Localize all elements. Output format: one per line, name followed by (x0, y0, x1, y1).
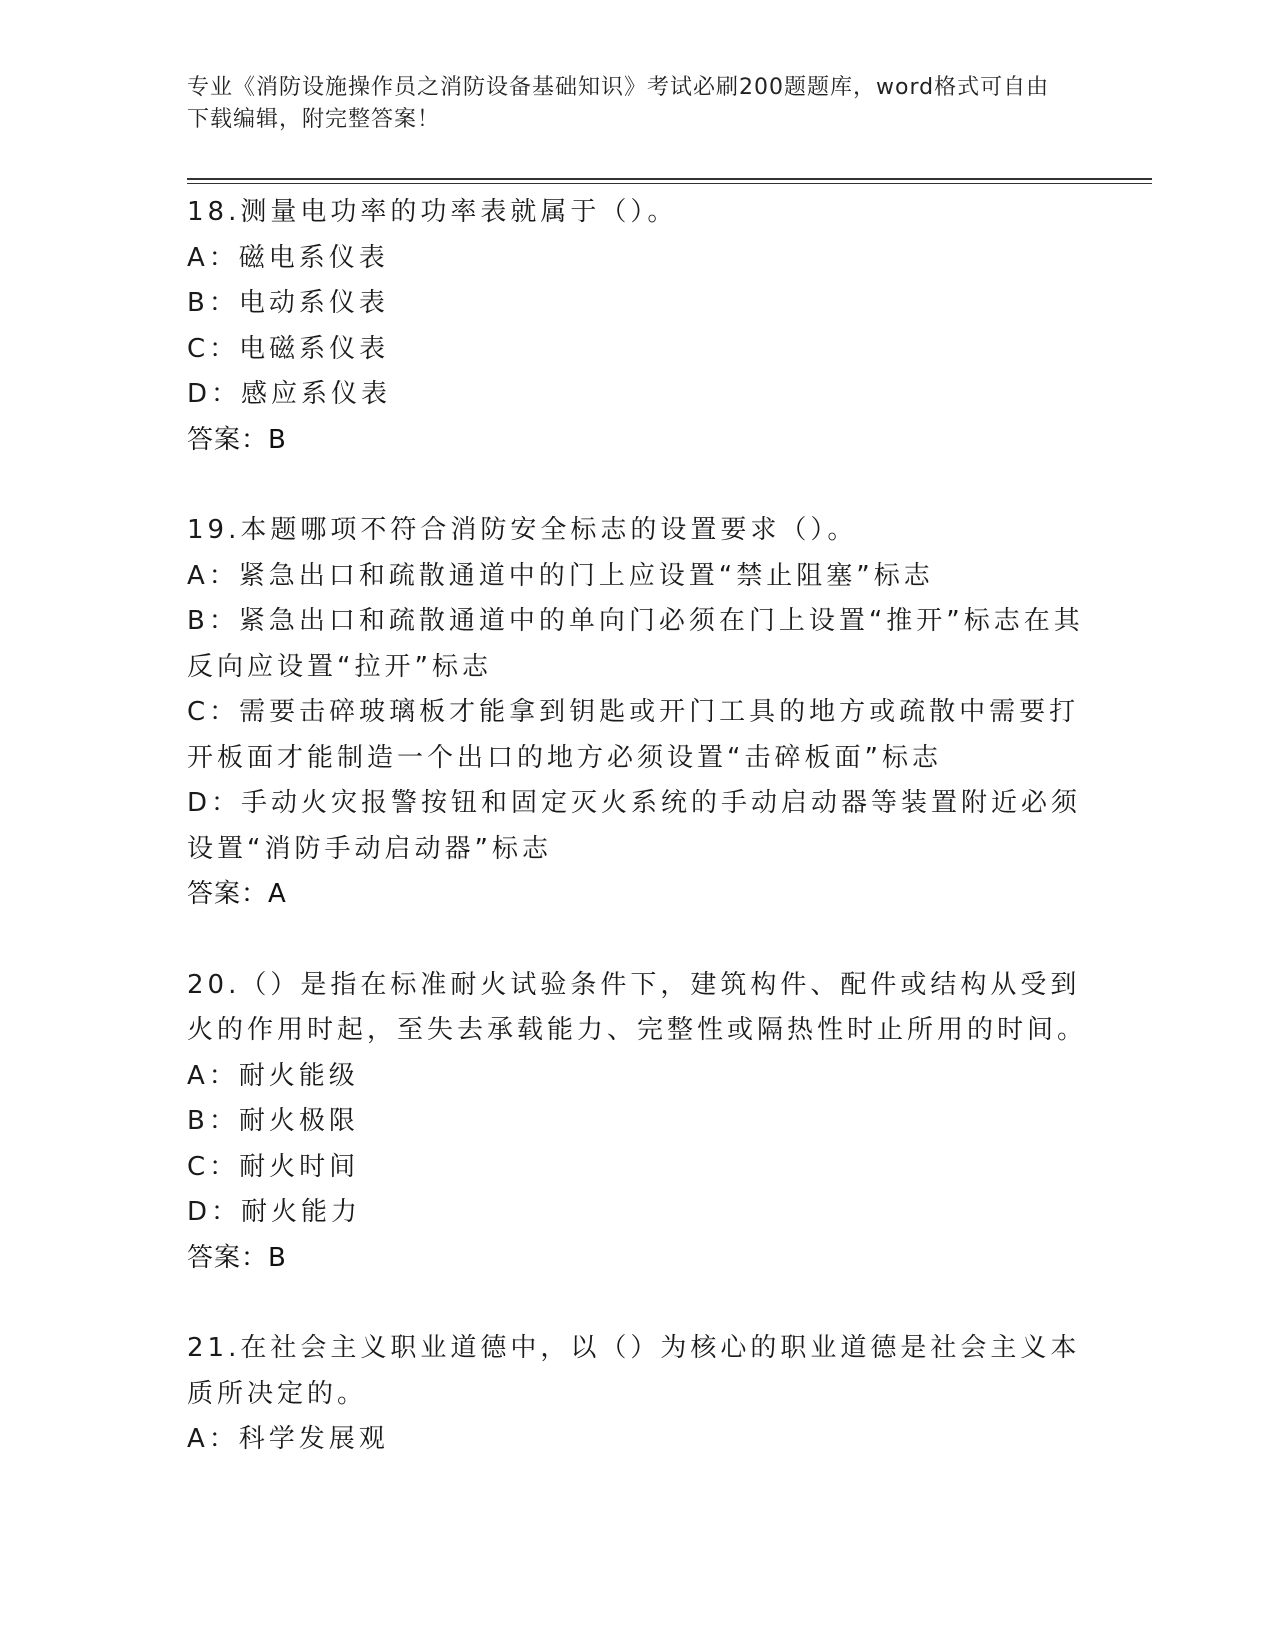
option-d: D：感应系仪表 (187, 379, 392, 409)
question-stem: 20.（）是指在标准耐火试验条件下，建筑构件、配件或结构从受到火的作用时起，至失去承载能力、完整性或隔热性时止所用的时间。 (187, 969, 1088, 1045)
option-c: C：需要击碎玻璃板才能拿到钥匙或开门工具的地方或疏散中需要打开板面才能制造一个出口的地方必须设置“击碎板面”标志 (187, 697, 1080, 773)
question-21 (187, 1326, 1087, 1463)
option-c: C：耐火时间 (187, 1151, 360, 1182)
question-stem: 21.在社会主义职业道德中，以（）为核心的职业道德是社会主义本质所决定的。 (187, 1333, 1081, 1409)
option-c: C：电磁系仪表 (187, 333, 390, 364)
option-a: A：紧急出口和疏散通道中的门上应设置“禁止阻塞”标志 (187, 560, 934, 591)
header-rule-thin (187, 183, 1152, 184)
document-header: 专业《消防设施操作员之消防设备基础知识》考试必刷200题题库，word格式可自由下载编辑，附完整答案！ (187, 75, 1050, 132)
option-b: B：耐火极限 (187, 1106, 359, 1136)
answer-line: 答案：A (187, 879, 287, 909)
option-a: A：科学发展观 (187, 1424, 389, 1454)
answer-line: 答案：B (187, 424, 287, 455)
question-19 (187, 508, 1087, 918)
question-list (187, 190, 1087, 1508)
header-rule-thick (187, 178, 1152, 180)
question-stem: 19.本题哪项不符合消防安全标志的设置要求（）。 (187, 515, 858, 545)
question-18 (187, 190, 1087, 463)
option-b: B：电动系仪表 (187, 288, 389, 318)
option-d: D：耐火能力 (187, 1197, 362, 1227)
question-stem: 18.测量电功率的功率表就属于（）。 (187, 197, 678, 227)
answer-line: 答案：B (187, 1242, 287, 1273)
option-a: A：耐火能级 (187, 1060, 359, 1091)
option-d: D：手动火灾报警按钮和固定灭火系统的手动启动器等装置附近必须设置“消防手动启动器”标志 (187, 788, 1082, 864)
option-a: A：磁电系仪表 (187, 242, 389, 273)
option-b: B：紧急出口和疏散通道中的单向门必须在门上设置“推开”标志在其反向应设置“拉开”标志 (187, 606, 1084, 682)
question-20 (187, 963, 1087, 1282)
